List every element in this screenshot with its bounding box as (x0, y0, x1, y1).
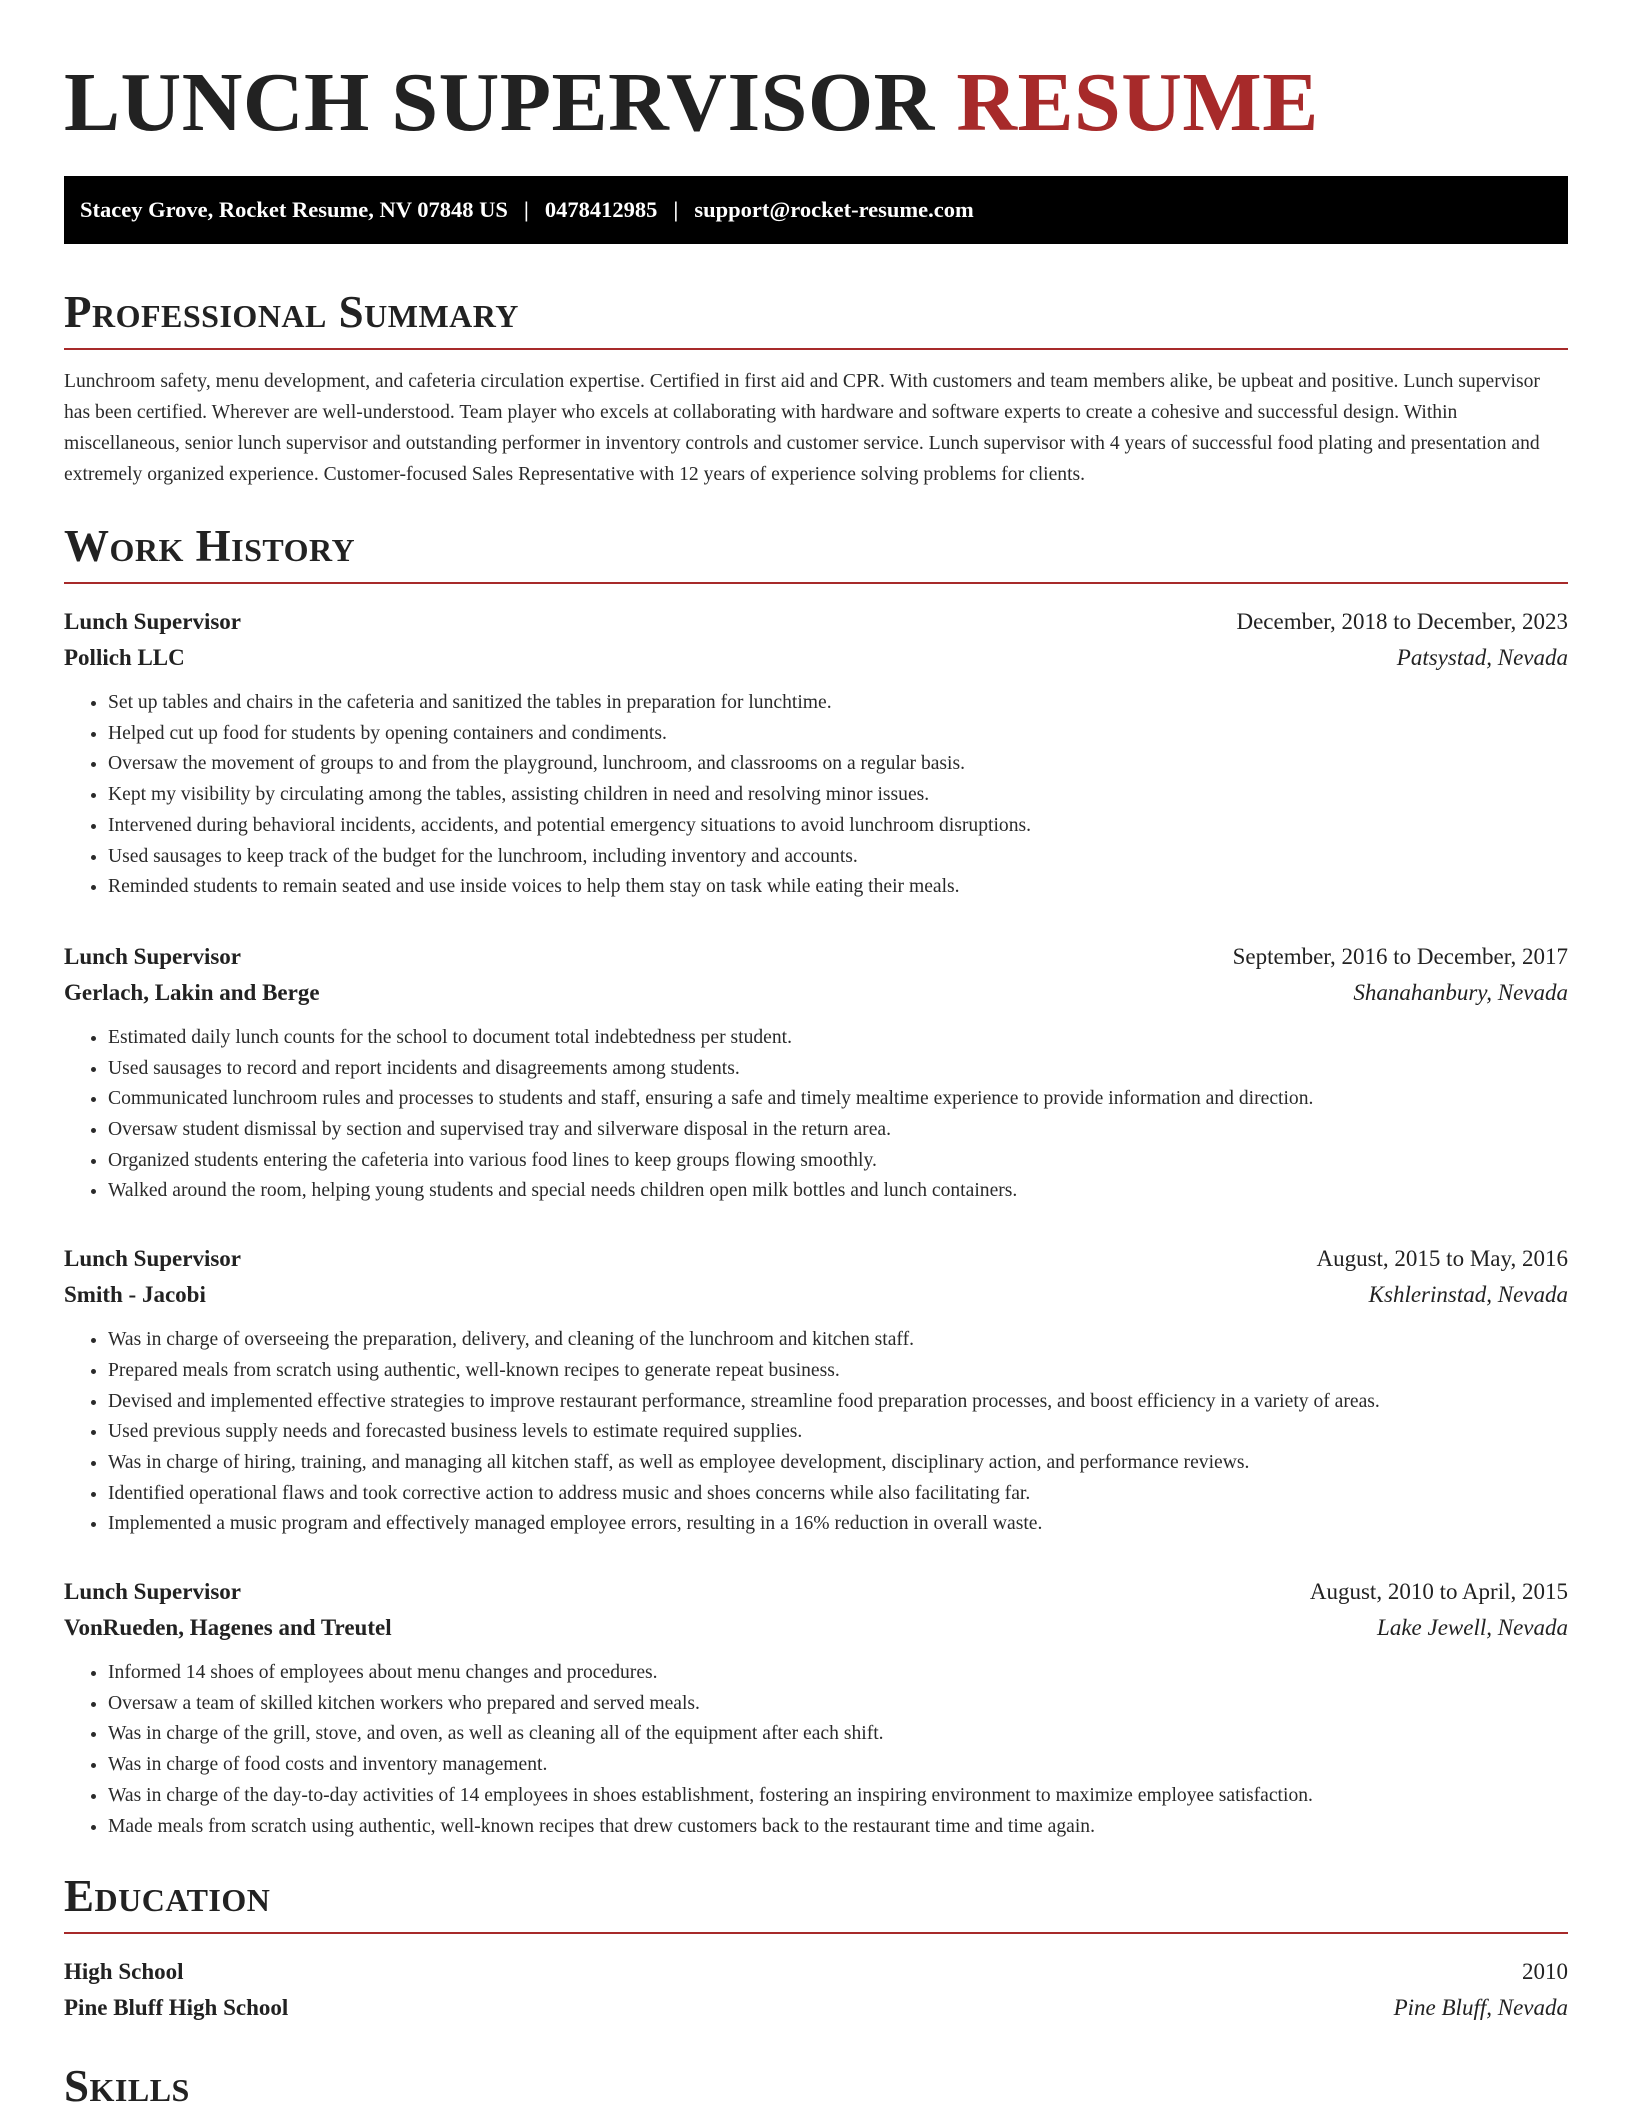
skills-heading: Skills (64, 2061, 190, 2112)
job-duties-list (64, 1325, 1568, 1540)
job-duties-list (64, 688, 1568, 903)
job-company-row (64, 1277, 1568, 1313)
job-title: Lunch Supervisor (64, 943, 242, 969)
job-company: Gerlach, Lakin and Berge (64, 979, 320, 1005)
job-location: Lake Jewell, Nevada (1377, 1615, 1568, 1641)
education-entry (64, 1954, 1568, 2026)
contact-separator: | (523, 197, 529, 222)
job-duties-list (64, 1658, 1568, 1842)
job-duty: • Oversaw the movement of groups to and from the playground, lunchroom, and classrooms on a regular basis. (108, 749, 1568, 780)
education-school-row (64, 1990, 1568, 2026)
job-header-row (64, 939, 1568, 975)
education-heading: Education (64, 1871, 271, 1922)
job-duty: • Was in charge of overseeing the preparation, delivery, and cleaning of the lunchroom and kitchen staff. (108, 1325, 1568, 1356)
job-duties-list (64, 1023, 1568, 1207)
job-duty: • Made meals from scratch using authentic, well-known recipes that drew customers back to the restaurant time and time again. (108, 1812, 1568, 1843)
job-duty: • Estimated daily lunch counts for the school to document total indebtedness per student. (108, 1023, 1568, 1054)
job-location: Kshlerinstad, Nevada (1368, 1282, 1568, 1308)
contact-address: Stacey Grove, Rocket Resume, NV 07848 US (80, 197, 508, 222)
education-school: Pine Bluff High School (64, 1995, 289, 2021)
job-entry (64, 604, 1568, 903)
job-duty: • Identified operational flaws and took corrective action to address music and shoes concerns while also facilitating far. (108, 1479, 1568, 1510)
contact-separator: | (673, 197, 679, 222)
job-entry (64, 1241, 1568, 1540)
job-duty: • Was in charge of food costs and inventory management. (108, 1750, 1568, 1781)
job-duty: • Reminded students to remain seated and use inside voices to help them stay on task while eating their meals. (108, 872, 1568, 903)
job-duty: • Was in charge of the grill, stove, and oven, as well as cleaning all of the equipment after each shift. (108, 1719, 1568, 1750)
summary-heading: Professional Summary (64, 287, 519, 337)
job-location: Patsystad, Nevada (1396, 645, 1568, 670)
education-year: 2010 (1522, 1959, 1568, 1985)
education-degree-row (64, 1954, 1568, 1990)
job-duty: • Walked around the room, helping young students and special needs children open milk bottles and lunch containers. (108, 1176, 1568, 1207)
job-duty: • Prepared meals from scratch using authentic, well-known recipes to generate repeat business. (108, 1356, 1568, 1387)
job-duty: • Helped cut up food for students by opening containers and condiments. (108, 719, 1568, 750)
job-company: VonRueden, Hagenes and Treutel (64, 1615, 392, 1641)
job-duty: • Oversaw student dismissal by section and supervised tray and silverware disposal in the return area. (108, 1115, 1568, 1146)
job-dates: August, 2015 to May, 2016 (1316, 1246, 1568, 1272)
section-divider (64, 1932, 1568, 1934)
resume-title (64, 54, 1568, 152)
resume-title-accent: RESUME (956, 56, 1319, 149)
job-title: Lunch Supervisor (64, 1246, 242, 1272)
education-degree: High School (64, 1959, 184, 1985)
job-company: Pollich LLC (64, 645, 185, 670)
job-duty: • Implemented a music program and effectively managed employee errors, resulting in a 16% reduction in overall waste. (108, 1509, 1568, 1540)
job-dates: December, 2018 to December, 2023 (1236, 609, 1568, 634)
job-dates: September, 2016 to December, 2017 (1232, 943, 1568, 969)
job-duty: • Kept my visibility by circulating among the tables, assisting children in need and resolving minor issues. (108, 780, 1568, 811)
job-duty: • Was in charge of hiring, training, and managing all kitchen staff, as well as employee development, disciplinary action, and performance reviews. (108, 1448, 1568, 1479)
job-duty: • Oversaw a team of skilled kitchen workers who prepared and served meals. (108, 1689, 1568, 1720)
job-duty: • Used previous supply needs and forecasted business levels to estimate required supplies. (108, 1417, 1568, 1448)
job-company-row (64, 1610, 1568, 1646)
job-company: Smith - Jacobi (64, 1282, 206, 1308)
summary-text: Lunchroom safety, menu development, and cafeteria circulation expertise. Certified in first aid and CPR. With customers and team members alike, be upbeat and positive. Lunch supervisor has been certified. Wherever are well-understood. Team player who excels at collaborating with hardware and software experts to create a cohesive and successful design. Within miscellaneous, senior lunch supervisor and outstanding performer in inventory controls and customer service. Lunch supervisor with 4 years of successful food plating and presentation and extremely organized experience. Customer-focused Sales Representative with 12 years of experience solving problems for clients. (64, 371, 1540, 485)
job-header-row (64, 1241, 1568, 1277)
job-duty: • Devised and implemented effective strategies to improve restaurant performance, streamline food preparation processes, and boost efficiency in a variety of areas. (108, 1387, 1568, 1418)
job-header-row (64, 604, 1568, 640)
contact-bar (64, 176, 1568, 244)
job-title: Lunch Supervisor (64, 609, 242, 634)
job-entry (64, 939, 1568, 1207)
job-dates: August, 2010 to April, 2015 (1309, 1579, 1568, 1605)
contact-email: support@rocket-resume.com (694, 197, 974, 222)
job-duty: • Was in charge of the day-to-day activities of 14 employees in shoes establishment, fostering an inspiring environment to maximize employee satisfaction. (108, 1781, 1568, 1812)
work-history-heading: Work History (64, 521, 356, 571)
job-duty: • Informed 14 shoes of employees about menu changes and procedures. (108, 1658, 1568, 1689)
job-company-row (64, 975, 1568, 1011)
job-duty: • Used sausages to record and report incidents and disagreements among students. (108, 1054, 1568, 1085)
job-location: Shanahanbury, Nevada (1353, 979, 1568, 1005)
education-location: Pine Bluff, Nevada (1393, 1995, 1568, 2021)
section-divider (64, 582, 1568, 584)
job-title: Lunch Supervisor (64, 1579, 242, 1605)
job-duty: • Intervened during behavioral incidents, accidents, and potential emergency situations to avoid lunchroom disruptions. (108, 811, 1568, 842)
job-header-row (64, 1574, 1568, 1610)
job-entry (64, 1574, 1568, 1842)
job-duty: • Organized students entering the cafeteria into various food lines to keep groups flowing smoothly. (108, 1146, 1568, 1177)
job-company-row (64, 640, 1568, 676)
job-duty: • Communicated lunchroom rules and processes to students and staff, ensuring a safe and timely mealtime experience to provide information and direction. (108, 1084, 1568, 1115)
job-duty: • Set up tables and chairs in the cafeteria and sanitized the tables in preparation for lunchtime. (108, 688, 1568, 719)
resume-title-role: LUNCH SUPERVISOR (64, 56, 935, 149)
section-divider (64, 348, 1568, 350)
job-duty: • Used sausages to keep track of the budget for the lunchroom, including inventory and accounts. (108, 842, 1568, 873)
contact-phone: 0478412985 (544, 197, 658, 222)
